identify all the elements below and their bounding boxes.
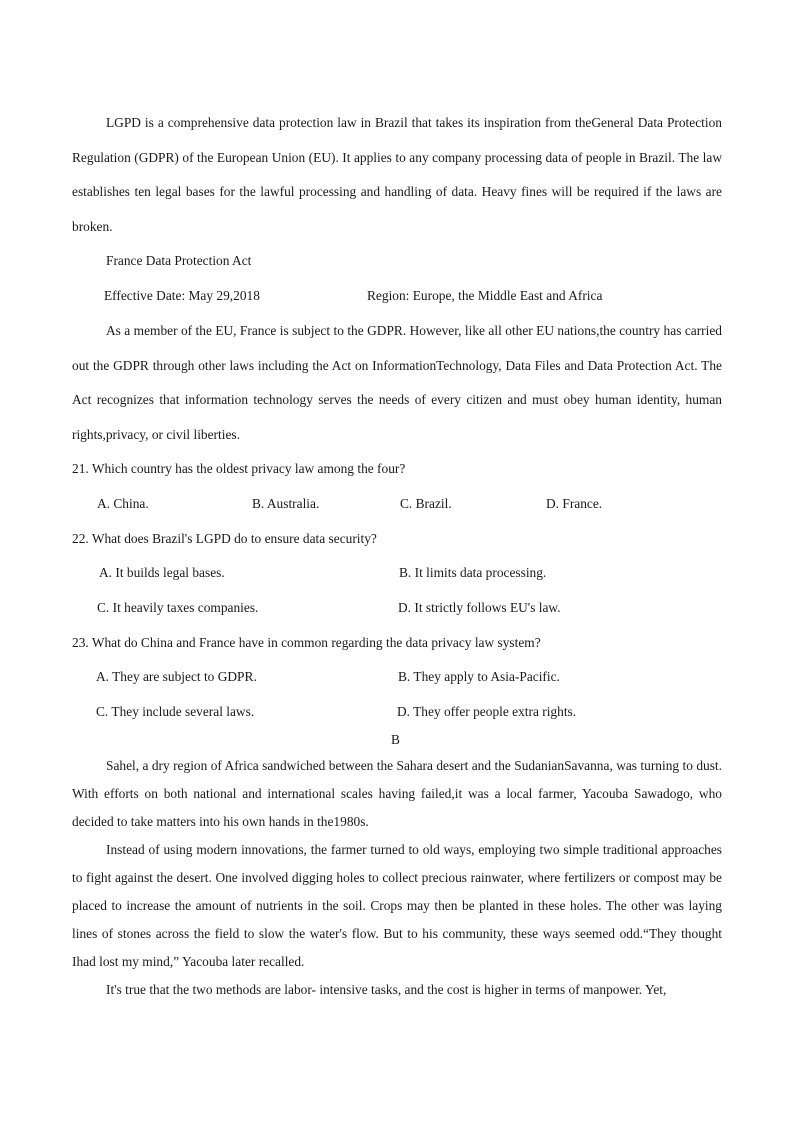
- question-23-stem: 23. What do China and France have in common regarding the data privacy law system?: [72, 635, 541, 650]
- question-23-option-c: C. They include several laws.: [96, 704, 255, 719]
- question-22-option-b: B. It limits data processing.: [399, 565, 547, 580]
- question-21-option-d: D. France.: [546, 496, 603, 511]
- sahel-paragraph-3: It's true that the two methods are labor- intensive tasks, and the cost is higher in terms of manpower. Yet,: [106, 982, 667, 997]
- sahel-paragraph-2: Instead of using modern innovations, the farmer turned to old ways, employing two simple traditional approaches to fight against the desert. One involved digging holes to collect precious rainwater, where fertilizers or compost may be placed to increase the amount of nutrients in the soil. Crops may then be planted in these holes. The other was laying lines of stones across the field to slow the water's flow. But to his community, these ways seemed odd.“They thought Ihad lost my mind,” Yacouba later recalled.: [72, 842, 722, 969]
- lgpd-paragraph: LGPD is a comprehensive data protection law in Brazil that takes its inspiration from theGeneral Data Protection Regulation (GDPR) of the European Union (EU). It applies to any company processing data of people in Brazil. The law establishes ten legal bases for the lawful processing and handling of data. Heavy fines will be required if the laws are broken.: [72, 115, 722, 234]
- question-22-stem: 22. What does Brazil's LGPD do to ensure data security?: [72, 531, 377, 546]
- france-paragraph: As a member of the EU, France is subject to the GDPR. However, like all other EU nations,the country has carried out the GDPR through other laws including the Act on InformationTechnology, Data Files and Data Protection Act. The Act recognizes that information technology serves the needs of every citizen and must obey human identity, human rights,privacy, or civil liberties.: [72, 323, 722, 442]
- question-22-option-d: D. It strictly follows EU's law.: [398, 600, 561, 615]
- section-b-heading: B: [391, 732, 400, 747]
- question-23-option-a: A. They are subject to GDPR.: [96, 669, 257, 684]
- question-23-option-b: B. They apply to Asia-Pacific.: [398, 669, 560, 684]
- question-23-option-d: D. They offer people extra rights.: [397, 704, 577, 719]
- france-region: Region: Europe, the Middle East and Africa: [367, 288, 603, 303]
- question-21-option-c: C. Brazil.: [400, 496, 452, 511]
- france-title: France Data Protection Act: [106, 253, 252, 268]
- france-effective-date: Effective Date: May 29,2018: [104, 288, 260, 303]
- question-21-option-a: A. China.: [97, 496, 149, 511]
- question-22-option-c: C. It heavily taxes companies.: [97, 600, 259, 615]
- question-21-stem: 21. Which country has the oldest privacy law among the four?: [72, 461, 406, 476]
- sahel-paragraph-1: Sahel, a dry region of Africa sandwiched between the Sahara desert and the SudanianSavanna, was turning to dust. With efforts on both national and international scales having failed,it was a local farmer, Yacouba Sawadogo, who decided to take matters into his own hands in the1980s.: [72, 758, 722, 829]
- question-22-option-a: A. It builds legal bases.: [99, 565, 225, 580]
- question-21-option-b: B. Australia.: [252, 496, 320, 511]
